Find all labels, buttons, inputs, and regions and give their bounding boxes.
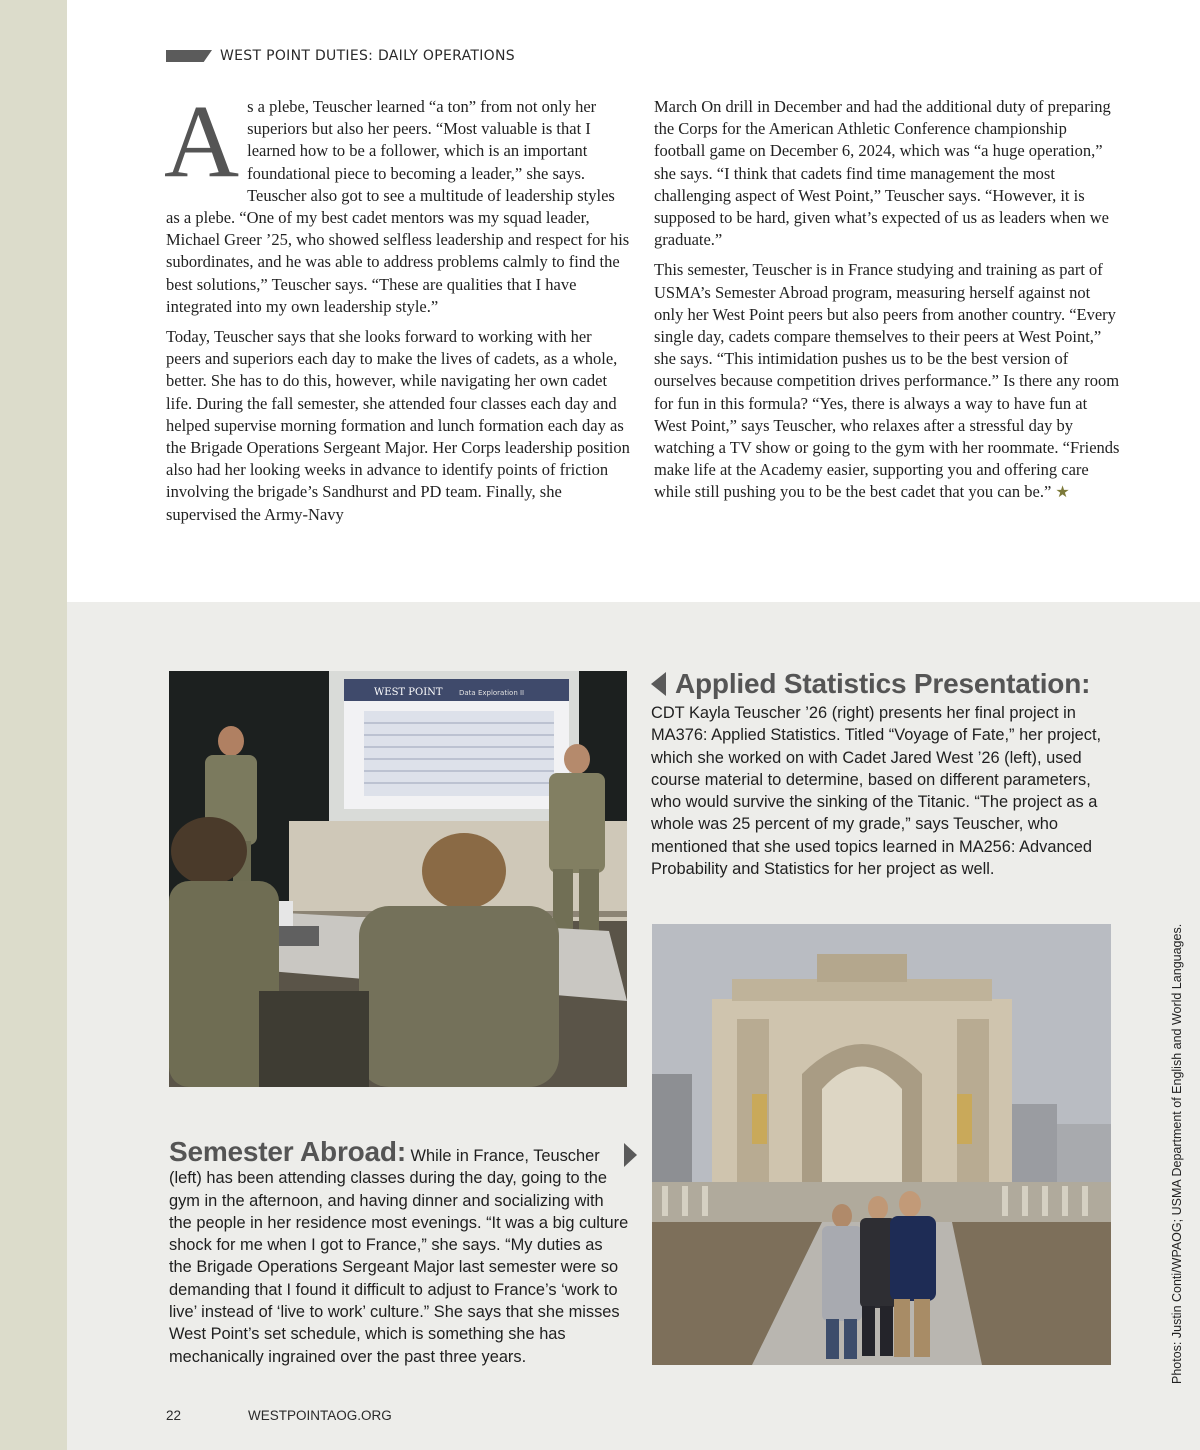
caption-body: While in France, Teuscher (left) has been attending classes during the day, going to the gym in the afternoon, and having dinner and socializing with the people in her residence most evenings. “It was a big culture shock for me when I got to France,” she says. “My duties as the Brigade Operations Sergeant Major last semester were so demanding that I found it difficult to adjust to France’s ‘work to live’ instead of ‘live to work’ culture.” She says that she misses West Point’s set schedule, which is something she has mechanically ingrained over the past three years. [169, 1147, 629, 1366]
pointer-left-icon [651, 672, 666, 696]
section-header [166, 46, 515, 66]
page-number: 22 [166, 1408, 182, 1423]
section-title: WEST POINT DUTIES: DAILY OPERATIONS [220, 48, 515, 64]
page-footer [166, 1408, 392, 1423]
semester-abroad-caption [169, 1138, 629, 1368]
section-marker-bar [166, 50, 212, 62]
france-monument-photo [652, 924, 1111, 1365]
classroom-presentation-photo [169, 671, 627, 1087]
caption-body: CDT Kayla Teuscher ’26 (right) presents her final project in MA376: Applied Statistics. Titled “Voyage of Fate,” her project, which she worked on with Cadet Jared West ’26 (left), used course material to determine, based on different parameters, who would survive the sinking of the Titanic. “The project as a whole was 25 percent of my grade,” says Teuscher, who mentioned that she used topics learned in MA256: Advanced Probability and Statistics for her project as well. [651, 704, 1102, 879]
paragraph [164, 84, 630, 318]
article-column-1 [164, 84, 630, 534]
left-margin-bar [0, 0, 67, 1450]
screen-logo-text: WEST POINT [374, 687, 443, 698]
paragraph: Today, Teuscher says that she looks forward to working with her peers and superiors each day to make the lives of cadets, as a whole, better. She has to do this, however, while navigating her own cadet life. During the fall semester, she attended four classes each day and helped supervise morning formation and lunch formation each day as the Brigade Operations Sergeant Major. Her Corps leadership position also had her looking weeks in advance to identify points of friction involving the brigade’s Sandhurst and PD team. Finally, she supervised the Army-Navy [166, 327, 630, 524]
paragraph: March On drill in December and had the additional duty of preparing the Corps for the American Athletic Conference championship football game on December 6, 2024, which was “a huge operation,” she says. “I think that cadets find time management the most challenging aspect of West Point,” Teuscher says. “However, it is supposed to be hard, given what’s expected of us as leaders when we graduate.” [654, 97, 1111, 250]
photo-credit: Photos: Justin Conti/WPAOG; USMA Department of English and World Languages. [1170, 923, 1184, 1384]
paragraph-text: s a plebe, Teuscher learned “a ton” from not only her superiors but also her peers. “Most valuable is that I learned how to be a follower, which is an important foundational piece to becoming a leader,” she says. Teuscher also got to see a multitude of leadership styles as a plebe. “One of my best cadet mentors was my squad leader, Michael Greer ’25, who showed selfless leadership and respect for his subordinates, and he was able to address problems calmly to find the best solutions,” Teuscher says. “These are qualities that I have integrated into my own leadership style.” [166, 97, 630, 316]
presentation-caption [651, 668, 1121, 880]
caption-heading: Applied Statistics Presentation: [675, 668, 1091, 699]
website-link[interactable]: WESTPOINTAOG.ORG [248, 1408, 392, 1423]
paragraph-text: This semester, Teuscher is in France studying and training as part of USMA’s Semester Abroad program, measuring herself against not only her West Point peers but also peers from another country. “Every single day, cadets compare themselves to their peers at West Point,” she says. “This intimidation pushes us to be the best version of ourselves because competition drives performance.” Is there any room for fun in this formula? “Yes, there is always a way to have fun at West Point,” says Teuscher, who relaxes after a stressful day by watching a TV show or going to the gym with her roommate. “Friends make life at the Academy easier, supporting you and offering care while still pushing you to be the best cadet that you can be.” [654, 260, 1120, 502]
caption-heading-row [651, 668, 1121, 700]
drop-cap: A [164, 84, 240, 199]
caption-heading: Semester Abroad: [169, 1136, 406, 1167]
screen-heading-text: Data Exploration II [459, 689, 525, 697]
pointer-right-icon [624, 1143, 637, 1167]
paragraph [654, 259, 1120, 504]
end-star-icon: ★ [1055, 484, 1070, 502]
article-column-2 [654, 96, 1120, 513]
